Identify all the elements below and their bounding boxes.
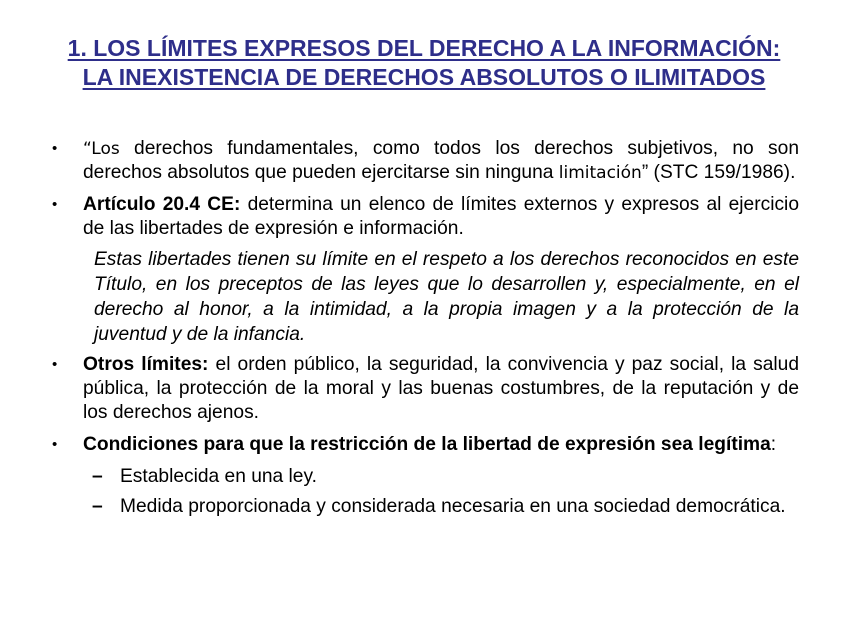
- quoted-article-text: Estas libertades tienen su límite en el respeto a los derechos reconocidos en este Título, en los preceptos de las leyes que lo desarrollen y, especialmente, en el derecho al honor, a la intimidad, a la propia imagen y a la protección de la juventud y de la infancia.: [94, 249, 799, 345]
- dash-icon: –: [92, 496, 103, 517]
- condition-text: Medida proporcionada y considerada necesaria en una sociedad democrática.: [120, 496, 786, 517]
- bullet-condiciones-text: :: [770, 434, 777, 455]
- bullet-stc-tail: ” (STC 159/1986).: [641, 162, 796, 183]
- bullet-condiciones-lead: Condiciones para que la restricción de la libertad de expresión sea legítima: [83, 434, 771, 455]
- bullet-otros-lead: Otros límites:: [83, 354, 209, 375]
- condition-item-ley: [44, 465, 799, 489]
- slide-body: [44, 137, 799, 525]
- bullet-icon: •: [52, 140, 58, 157]
- bullet-icon: •: [52, 196, 58, 213]
- bullet-articulo-lead: Artículo 20.4 CE:: [83, 194, 241, 215]
- bullet-stc-highlight: limitación: [558, 163, 642, 183]
- bullet-icon: •: [52, 356, 58, 373]
- bullet-icon: •: [52, 436, 58, 453]
- bullet-item-articulo: [44, 193, 799, 241]
- slide-title: 1. LOS LÍMITES EXPRESOS DEL DERECHO A LA INFORMACIÓN: LA INEXISTENCIA DE DERECHOS ABSOLUTOS O ILIMITADOS: [67, 35, 781, 90]
- condition-item-proporcionada: [44, 495, 799, 519]
- bullet-otros-text: el orden público, la seguridad, la convivencia y paz social, la salud pública, la protección de la moral y las buenas costumbres, de la reputación y de los derechos ajenos.: [83, 354, 799, 423]
- condition-text: Establecida en una ley.: [120, 466, 317, 487]
- bullet-articulo-text: determina un elenco de límites externos y expresos al ejercicio de las libertades de expresión e información.: [83, 194, 799, 239]
- bullet-item-otros-limites: [44, 353, 799, 425]
- bullet-stc-text: derechos fundamentales, como todos los derechos subjetivos, no son derechos absolutos que pueden ejercitarse sin ninguna: [83, 138, 799, 183]
- dash-icon: –: [92, 466, 103, 487]
- bullet-stc-open: “Los: [83, 139, 120, 159]
- bullet-item-stc: [44, 137, 799, 185]
- bullet-item-condiciones: [44, 433, 799, 457]
